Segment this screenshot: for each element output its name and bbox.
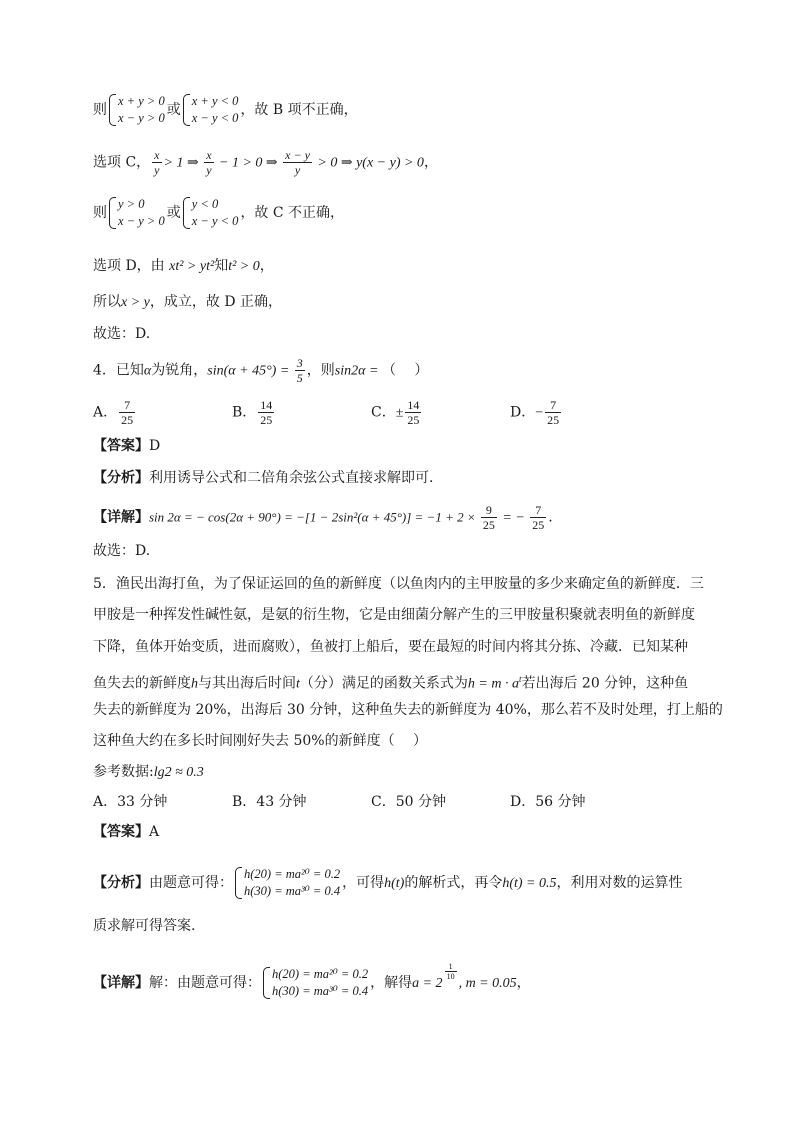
q4-option-c: C．± $\frac{14}{25}$	[371, 398, 420, 427]
fraction-exponent: 1 10	[446, 962, 455, 981]
q5-detail: 【详解】解：由题意可得： h(20) = ma²⁰ = 0.2 h(30) = ma³⁰ = 0.4 ，解得a = 2 $^{\frac{1}{10}}$ , m = 0.05，	[93, 962, 531, 998]
q5-answer: 【答案】A	[93, 824, 160, 840]
q5-analysis: 【分析】由题意可得： h(20) = ma²⁰ = 0.2 h(30) = ma³⁰ = 0.4 ，可得h(t)的解析式，再令h(t) = 0.5，利用对数的运算性	[93, 867, 683, 898]
q5-stem-line-1: 5．渔民出海打鱼，为了保证运回的鱼的新鲜度（以鱼肉内的主甲胺量的多少来确定鱼的新鲜度．三	[93, 576, 704, 592]
q4-option-b: B． $\frac{14}{25}$	[232, 398, 273, 427]
case-c-conclusion: 则 y > 0 x − y > 0 或 y < 0 x − y < 0 ，故 C 不正确，	[93, 197, 345, 228]
equation-system: h(20) = ma²⁰ = 0.2 h(30) = ma³⁰ = 0.4	[235, 866, 340, 900]
option-c-derivation: 选项 C， $\frac{x}{y}$ > 1 ⇒ $\frac{x}{y}$ − 1 > 0 ⇒ $\frac{x - y}{y}$ > 0 ⇒ y(x − y) > 0，	[93, 148, 438, 177]
inequality-system: x + y < 0 x − y < 0	[183, 93, 239, 127]
q4-conclusion: 故选：D.	[93, 543, 151, 559]
option-d-conclusion: 所以x > y，成立，故 D 正确，	[93, 294, 282, 310]
q5-option-d: D．56 分钟	[510, 794, 586, 810]
equation-system: h(20) = ma²⁰ = 0.2 h(30) = ma³⁰ = 0.4	[263, 966, 368, 1000]
q5-stem-line-2: 甲胺是一种挥发性碱性氨，是氨的衍生物，它是由细菌分解产生的三甲胺量积聚就表明鱼的新鲜度	[93, 607, 695, 623]
question-4-stem: 4．已知α为锐角，sin(α + 45°) = $\frac{3}{5}$ ，则sin2α = （ ）	[93, 356, 429, 385]
fraction: $\frac{7}{25}$	[121, 398, 134, 427]
q5-stem-line-3: 下降，鱼体开始变质，进而腐败），鱼被打上船后，要在最短的时间内将其分拣、冷藏．已知某种	[93, 639, 688, 655]
fraction: $\frac{7}{25}$	[532, 503, 545, 532]
fraction: $\frac{9}{25}$	[482, 503, 495, 532]
q5-option-b: B．43 分钟	[232, 794, 307, 810]
inequality-system: y > 0 x − y > 0	[109, 196, 165, 230]
q4-detail: 【详解】sin 2α = − cos(2α + 90°) = −[1 − 2sin²(α + 45°)] = −1 + 2 × $\frac{9}{25}$ = − $\frac{7}{25}$ .	[93, 503, 553, 532]
fraction: $\frac{14}{25}$	[407, 398, 420, 427]
fraction: $\frac{x - y}{y}$	[285, 148, 310, 177]
inequality-system: x + y > 0 x − y > 0	[109, 93, 165, 127]
inequality-system: y < 0 x − y < 0	[183, 196, 239, 230]
q5-option-a: A．33 分钟	[93, 794, 168, 810]
q5-reference-data: 参考数据:lg2 ≈ 0.3	[93, 764, 204, 780]
case-b-conclusion: 则 x + y > 0 x − y > 0 或 x + y < 0 x − y < 0 ，故 B 项不正确，	[93, 94, 358, 125]
q5-stem-line-6: 这种鱼大约在多长时间刚好失去 50%的新鲜度（ ）	[93, 733, 428, 749]
fraction: $\frac{x}{y}$	[206, 148, 212, 177]
q4-option-d: D．− $\frac{7}{25}$	[510, 398, 560, 427]
option-d-derivation: 选项 D，由 xt² > yt²知t² > 0，	[93, 258, 274, 274]
q5-stem-line-5: 失去的新鲜度为 20%，出海后 30 分钟，这种鱼失去的新鲜度为 40%，那么若不及时处理，打上船的	[93, 702, 723, 718]
fraction: $\frac{7}{25}$	[547, 398, 560, 427]
q4-option-a: A． $\frac{7}{25}$	[93, 398, 134, 427]
fraction: $\frac{x}{y}$	[154, 148, 160, 177]
fraction: $\frac{14}{25}$	[260, 398, 273, 427]
q5-analysis-cont: 质求解可得答案.	[93, 918, 196, 934]
q4-analysis: 【分析】利用诱导公式和二倍角余弦公式直接求解即可.	[93, 470, 434, 486]
q4-answer: 【答案】D	[93, 438, 161, 454]
fraction: $\frac{3}{5}$	[296, 356, 303, 385]
q5-option-c: C．50 分钟	[371, 794, 446, 810]
q5-stem-line-4: 鱼失去的新鲜度h与其出海后时间t（分）满足的函数关系式为$h = m \cdot a^t$若出海后 20 分钟，这种鱼	[93, 674, 689, 692]
answer-line: 故选：D.	[93, 326, 151, 342]
